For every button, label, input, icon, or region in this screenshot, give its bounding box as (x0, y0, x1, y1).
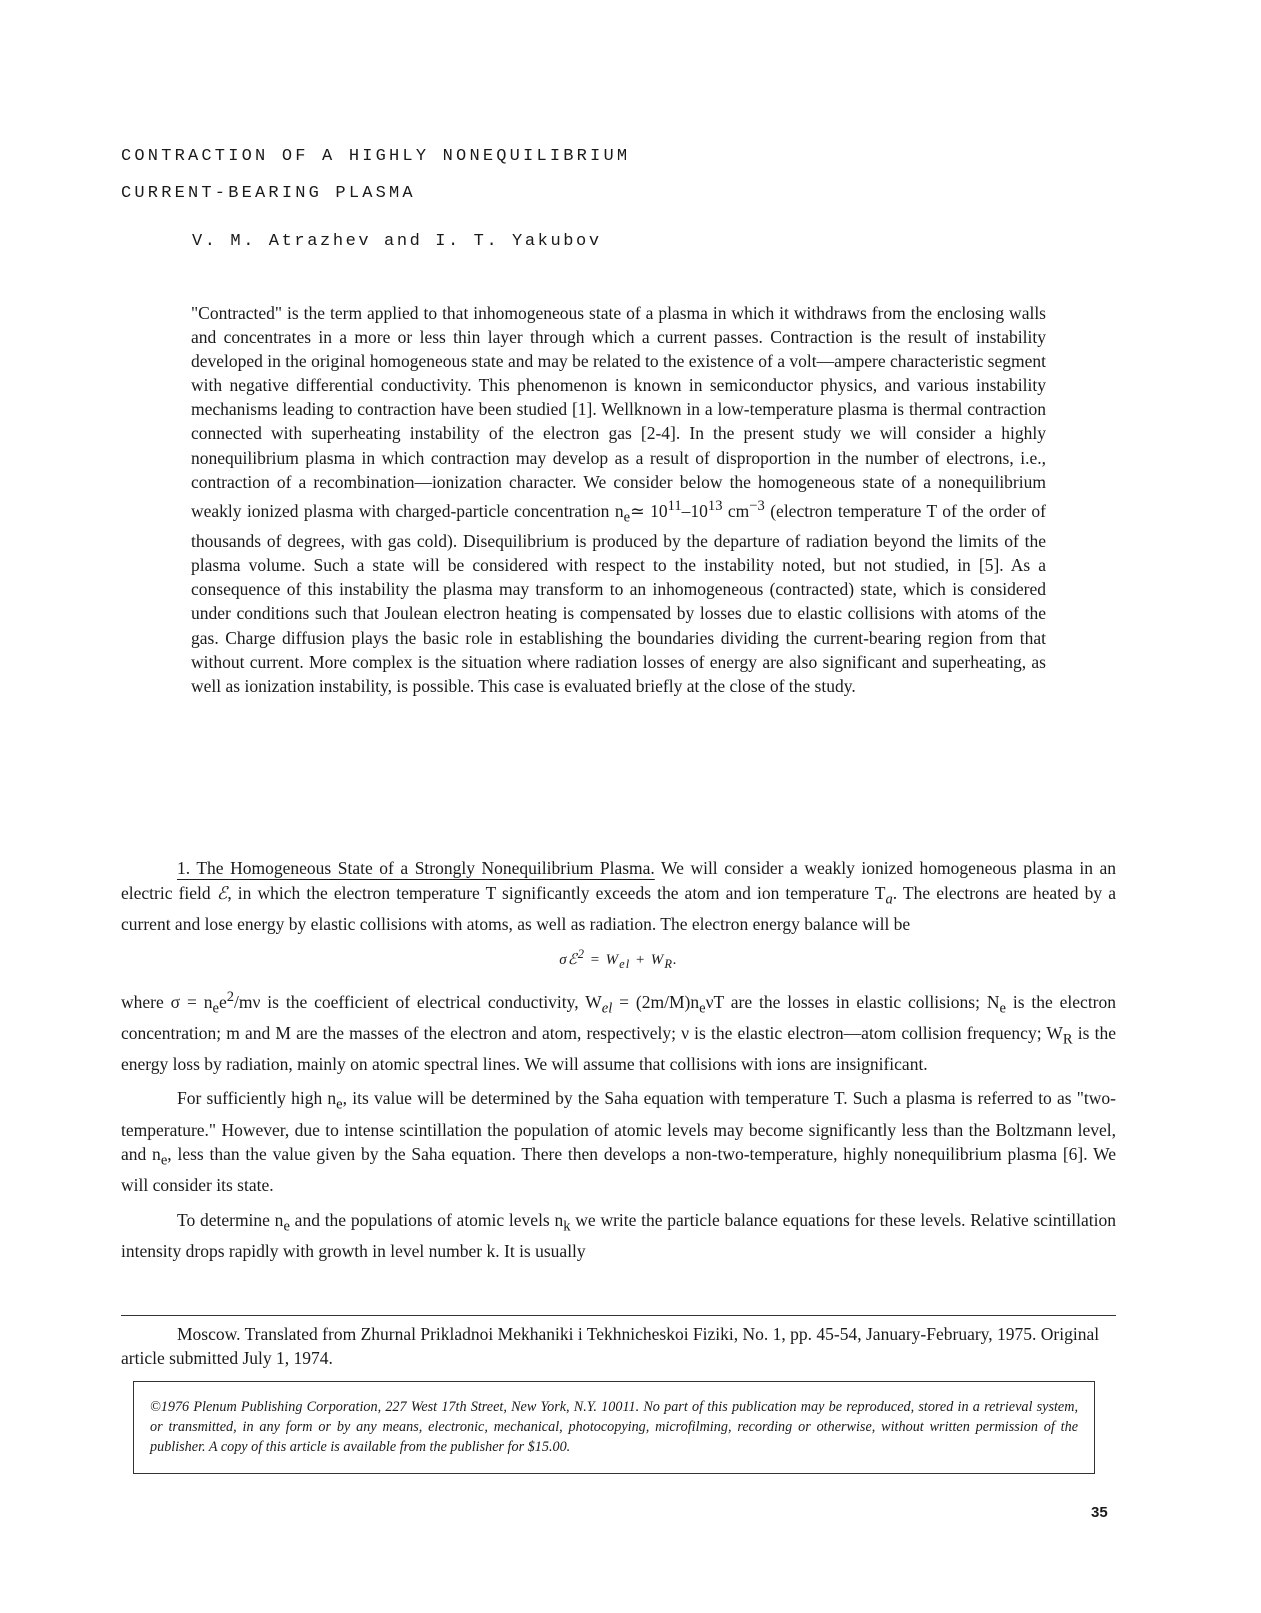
eq-mid: = W (585, 952, 620, 969)
p1-text-a: We will consider a weakly ionized homogeneous plasma in an electric field (121, 858, 1117, 903)
p4-sub-1: e (283, 1218, 290, 1235)
p2-text-f: is the electron concentration; m and M are the masses of the electron and atom, respectively; ν is the elastic electron—atom collision frequency; W (121, 991, 1117, 1043)
abstract-text-2: (electron temperature T of the order of thousands of degrees, with gas cold). Disequilibrium is produced by the departure of radiation beyond the limits of the plasma volume. Such a state will be considered with respect to the instability noted, but not studied, in [5]. As a consequence of this instability the plasma may transform to an inhomogeneous (contracted) state, which is considered under conditions such that Joulean electron heating is compensated by losses due to elastic collisions with atoms of the gas. Charge diffusion plays the basic role in establishing the boundaries dividing the current-bearing region from that without current. More complex is the situation where radiation losses of energy are also significant and superheating, as well as ionization instability, is possible. This case is evaluated briefly at the close of the study. (191, 500, 1046, 696)
section-1-paragraph-3 (121, 1086, 1116, 1197)
p3-sub-1: e (336, 1096, 343, 1113)
abstract (191, 301, 1046, 698)
eq-sub-r: R (664, 957, 673, 972)
energy-balance-equation (121, 942, 1116, 977)
p2-text-g: is the energy loss by radiation, mainly on atomic spectral lines. We will assume that collisions with ions are insignificant. (121, 1022, 1116, 1074)
unit-cm: cm (722, 500, 750, 521)
p2-text-b: e (218, 991, 227, 1012)
p2-sub-el: el (601, 1000, 613, 1017)
p2-sub-e1: e (212, 1000, 219, 1017)
ne-subscript: e (623, 509, 631, 526)
eq-sub-el: el (619, 957, 631, 972)
page-number: 35 (1091, 1504, 1108, 1521)
ne-symbol: n (614, 500, 624, 521)
p4-text-a: To determine n (177, 1209, 284, 1230)
abstract-text-1: "Contracted" is the term applied to that inhomogeneous state of a plasma in which it withdraws from the enclosing walls and concentrates in a more or less thin layer through which a current passes. Contraction is the result of instability developed in the original homogeneous state and may be related to the existence of a volt—ampere characteristic segment with negative differential conductivity. This phenomenon is known in semiconductor physics, and various instability mechanisms leading to contraction have been studied [1]. Wellknown in a low-temperature plasma is thermal contraction connected with superheating instability of the electron gas [2-4]. In the present study we will consider a highly nonequilibrium plasma in which contraction may develop as a result of disproportion in the number of electrons, i.e., contraction of a recombination—ionization character. We consider below the homogeneous state of a nonequilibrium weakly ionized plasma with charged-particle concentration (191, 303, 1046, 521)
p2-sup-2: 2 (226, 988, 235, 1005)
p2-sub-r: R (1062, 1031, 1073, 1048)
p3-text-b: , its value will be determined by the Saha equation with temperature T. Such a plasma is referred to as "two-temperature." However, due to intense scintillation the population of atomic levels may become significantly less than the Boltzmann level, and n (121, 1088, 1117, 1165)
footnote-text: Moscow. Translated from Zhurnal Prikladnoi Mekhaniki i Tekhnicheskoi Fiziki, No. 1, pp. 45-54, January-February, 1975. Original article submitted July 1, 1974. (121, 1324, 1100, 1368)
footnote-divider (121, 1315, 1116, 1316)
section-1-paragraph-2 (121, 985, 1116, 1077)
p3-text-c: , less than the value given by the Saha equation. There then develops a non-two-temperature, highly nonequilibrium plasma [6]. We will consider its state. (121, 1144, 1116, 1196)
authors: V. M. Atrazhev and I. T. Yakubov (192, 232, 602, 251)
range-dash: –10 (681, 500, 708, 521)
p2-text-a: where σ = n (121, 991, 213, 1012)
approx-sign: ≃ 10 (630, 500, 668, 521)
electric-field-symbol: ℰ (216, 883, 228, 904)
ta-subscript: a (885, 891, 893, 908)
p3-sub-2: e (160, 1152, 168, 1169)
section-1-heading: 1. The Homogeneous State of a Strongly Nonequilibrium Plasma. (177, 858, 655, 878)
p2-sub-e3: e (999, 1000, 1006, 1017)
section-1-paragraph-4 (121, 1208, 1116, 1264)
p2-text-d: = (2m/M)n (612, 991, 700, 1012)
article-title-line-2: CURRENT-BEARING PLASMA (121, 184, 416, 203)
eq-plus: + W (630, 952, 665, 969)
p1-text-c: . The electrons are heated by a current and lose energy by elastic collisions with atoms, as well as radiation. The electron energy balance will be (121, 882, 1116, 934)
exponent-13: 13 (707, 497, 723, 514)
footnote (121, 1322, 1116, 1370)
section-1 (121, 856, 1116, 1264)
eq-exponent: 2 (577, 947, 586, 962)
p3-text-a: For sufficiently high n (177, 1088, 337, 1109)
p1-text-b: , in which the electron temperature T significantly exceeds the atom and ion temperature T (227, 882, 886, 903)
exponent-minus-3: −3 (749, 497, 765, 514)
p4-text-c: we write the particle balance equations for these levels. Relative scintillation intensity drops rapidly with growth in level number k. It is usually (121, 1209, 1116, 1261)
p4-sub-2: k (563, 1218, 571, 1235)
article-title-line-1: CONTRACTION OF A HIGHLY NONEQUILIBRIUM (121, 147, 631, 166)
p4-text-b: and the populations of atomic levels n (289, 1209, 564, 1230)
section-1-paragraph-1 (121, 856, 1116, 936)
eq-end: . (672, 952, 678, 969)
p2-text-e: νT are the losses in elastic collisions; N (705, 991, 1000, 1012)
p2-text-c: /mν is the coefficient of electrical conductivity, W (234, 991, 602, 1012)
copyright-notice: ©1976 Plenum Publishing Corporation, 227 West 17th Street, New York, N.Y. 10011. No part of this publication may be reproduced, stored in a retrieval system, or transmitted, in any form or by any means, electronic, mechanical, photocopying, microfilming, recording or otherwise, without written permission of the publisher. A copy of this article is available from the publisher for $15.00. (133, 1381, 1095, 1474)
eq-lhs: σℰ (559, 952, 578, 969)
exponent-11: 11 (667, 497, 682, 514)
p2-sub-e2: e (699, 1000, 706, 1017)
